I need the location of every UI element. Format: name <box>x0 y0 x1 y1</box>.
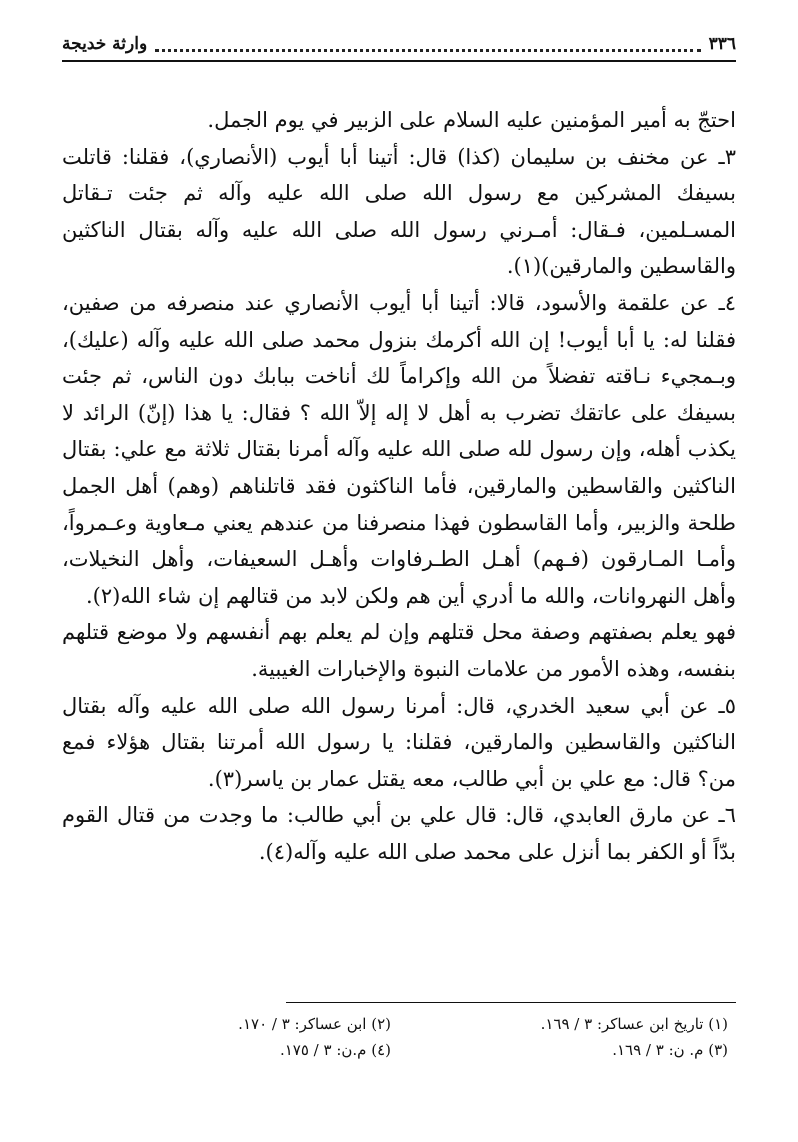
footnote: (٣) م. ن: ٣ / ١٦٩. <box>612 1041 728 1059</box>
footnote: (٤) م.ن: ٣ / ١٧٥. <box>279 1041 391 1059</box>
main-text <box>62 102 736 870</box>
paragraph: ٣ـ عن مخنف بن سليمان (كذا) قال: أتينا أبا أيوب (الأنصاري)، فقلنا: قاتلت بسيفك المشركين مع رسول الله صلى الله عليه وآله ثم جئت تـقاتل المسـلمين، فـقال: أمـرني رسول الله صلى الله عليه وآله بقتال الناكثين والقاسطين والمارقين)(١). <box>62 144 736 279</box>
page-header <box>62 30 736 58</box>
footnote: (٢) ابن عساكر: ٣ / ١٧٠. <box>238 1015 391 1033</box>
footnote-rule <box>286 1002 736 1003</box>
header-rule <box>62 60 736 62</box>
paragraph: ٤ـ عن علقمة والأسود، قالا: أتينا أبا أيوب الأنصاري عند منصرفه من صفين، فقلنا له: يا أبا أيوب! إن الله أكرمك بنزول محمد صلى الله عليه وآله (عليك)، وبـمجيء نـاقته تفضلاً من الله وإكراماً لك أناخت ببابك دون الناس، ثم جئت بسيفك على عاتقك تضرب به أهل لا إله إلاّ الله ؟ فقال: يا هذا (إنّ) الرائد لا يكذب أهله، وإن رسول لله صلى الله عليه وآله أمرنا بقتال ثلاثة مع علي: بقتال الناكثين والقاسطين والمارقين، فأما الناكثون فقد قاتلناهم (وهم) أهل الجمل طلحة والزبير، وأما القاسطون فهذا منصرفنا من عندهم يعني مـعاوية وعـمرواً، وأمـا المـارقون (فـهم) أهـل الطـرفاوات وأهـل السعيفات، وأهل النخيلات، وأهل النهروانات، والله ما أدري أين هم ولكن لابد من قتالهم إن شاء الله(٢). <box>62 290 736 608</box>
running-title: وارثة خديجة <box>62 34 148 54</box>
paragraph: ٦ـ عن مارق العابدي، قال: قال علي بن أبي طالب: ما وجدت من قتال القوم بدّاً أو الكفر بما أنزل على محمد صلى الله عليه وآله(٤). <box>62 803 736 864</box>
footnotes <box>62 1012 736 1062</box>
paragraph: احتجّ به أمير المؤمنين عليه السلام على الزبير في يوم الجمل. <box>207 108 736 132</box>
paragraph: ٥ـ عن أبي سعيد الخدري، قال: أمرنا رسول الله صلى الله عليه وآله بقتال الناكثين والقاسطين والمارقين، فقلنا: يا رسول الله أمرتنا بقتال هؤلاء فمع من؟ قال: مع علي بن أبي طالب، معه يقتل عمار بن ياسر(٣). <box>62 693 736 791</box>
paragraph: فهو يعلم بصفتهم وصفة محل قتلهم وإن لم يعلم بهم أنفسهم ولا موضع قتلهم بنفسه، وهذه الأمور من علامات النبوة والإخبارات الغيبية. <box>62 620 736 681</box>
header-dot-leader <box>155 37 700 52</box>
footnote: (١) تاريخ ابن عساكر: ٣ / ١٦٩. <box>540 1015 728 1033</box>
page-number: ٣٣٦ <box>708 34 736 54</box>
